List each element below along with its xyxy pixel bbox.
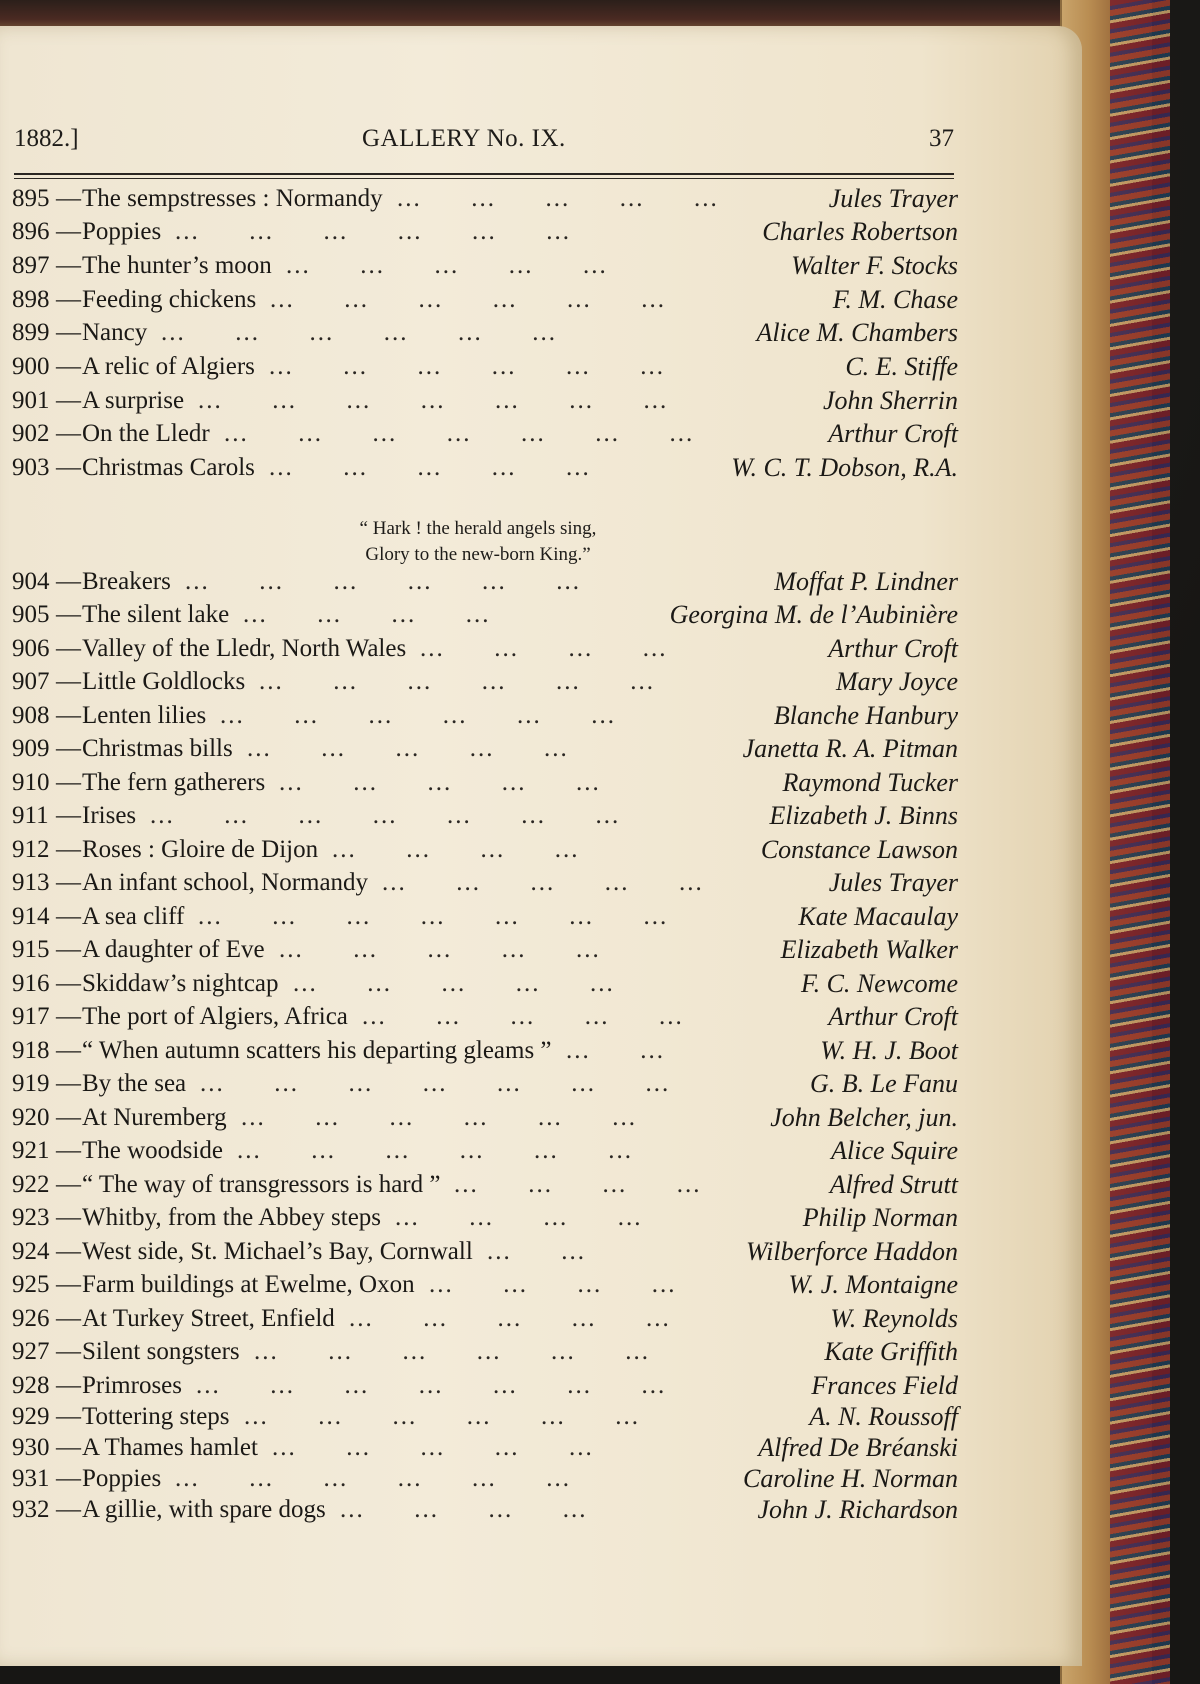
entry-dash: —	[56, 903, 81, 930]
entry-number: 929	[12, 1403, 50, 1430]
catalogue-entry	[12, 968, 958, 1000]
entry-dash: —	[56, 1372, 81, 1399]
entry-dash: —	[56, 286, 81, 313]
catalogue-entry	[12, 767, 958, 799]
entry-number: 902	[12, 420, 50, 447]
entry-dash: —	[56, 1003, 81, 1030]
entry-title: Christmas bills	[82, 735, 233, 762]
entry-artist: Alfred Strutt	[829, 1170, 958, 1199]
catalogue-entry	[12, 1432, 958, 1464]
entry-dash: —	[56, 218, 81, 245]
entry-number: 898	[12, 286, 50, 313]
leader-dots: ... ... ... ... ...	[279, 936, 601, 963]
entry-title: Primroses	[82, 1372, 182, 1399]
entry-number: 930	[12, 1434, 50, 1461]
catalogue-entry	[12, 418, 958, 450]
entry-dash: —	[56, 1238, 81, 1265]
entry-number: 901	[12, 387, 50, 414]
entry-dash: —	[56, 735, 81, 762]
entry-dash: —	[56, 1104, 81, 1131]
entry-dash: —	[56, 353, 81, 380]
catalogue-entry	[12, 1269, 958, 1301]
entry-title: Whitby, from the Abbey steps	[82, 1204, 382, 1231]
entry-title: Poppies	[82, 1465, 162, 1492]
entry-artist: F. C. Newcome	[801, 969, 958, 998]
leader-dots: ... ... ... ... ...	[272, 1434, 594, 1461]
catalogue-entry	[12, 385, 958, 417]
catalogue-entry	[12, 1370, 958, 1402]
entry-artist: Arthur Croft	[828, 419, 958, 448]
entry-number: 932	[12, 1496, 50, 1523]
entry-title: The hunter’s moon	[82, 252, 272, 279]
entry-title: A relic of Algiers	[82, 353, 255, 380]
entry-dash: —	[56, 1305, 81, 1332]
leader-dots: ... ... ... ... ...	[349, 1305, 671, 1332]
leader-dots: ... ... ... ...	[340, 1496, 588, 1523]
catalogue-entry	[12, 1035, 958, 1067]
catalogue-entry	[12, 183, 958, 215]
entry-artist: C. E. Stiffe	[845, 352, 958, 381]
catalogue-entry	[12, 934, 958, 966]
entry-artist: G. B. Le Fanu	[809, 1069, 958, 1098]
entry-number: 917	[12, 1003, 50, 1030]
catalogue-entry	[12, 1169, 958, 1201]
entry-dash: —	[56, 668, 81, 695]
leader-dots: ... ... ... ... ... ...	[244, 1403, 640, 1430]
entry-artist: F. M. Chase	[832, 285, 958, 314]
entry-title: By the sea	[82, 1070, 187, 1097]
leader-dots: ... ... ... ... ...	[293, 970, 615, 997]
leader-dots: ... ... ... ... ...	[269, 454, 591, 481]
catalogue-entry	[12, 1135, 958, 1167]
entry-number: 906	[12, 635, 50, 662]
catalogue-entry	[12, 1494, 958, 1526]
entry-artist: Jules Trayer	[828, 184, 958, 213]
entry-artist: Georgina M. de l’Aubinière	[669, 600, 958, 629]
entry-artist: Constance Lawson	[760, 835, 958, 864]
entry-artist: Walter F. Stocks	[791, 251, 958, 280]
entry-title: The woodside	[82, 1137, 223, 1164]
entry-dash: —	[56, 601, 81, 628]
entry-title: A Thames hamlet	[82, 1434, 258, 1461]
entry-artist: Arthur Croft	[828, 1002, 958, 1031]
catalogue-entry	[12, 1336, 958, 1368]
entry-artist: Elizabeth J. Binns	[769, 801, 958, 830]
entry-title: Irises	[82, 802, 137, 829]
entry-number: 905	[12, 601, 50, 628]
leader-dots: ... ... ... ... ...	[247, 735, 569, 762]
entry-dash: —	[56, 1271, 81, 1298]
entry-dash: —	[56, 319, 81, 346]
entry-dash: —	[56, 836, 81, 863]
entry-title: Skiddaw’s nightcap	[82, 970, 279, 997]
entry-title: A daughter of Eve	[82, 936, 265, 963]
leader-dots: ... ... ... ... ... ... ...	[198, 387, 669, 414]
entry-dash: —	[56, 1037, 81, 1064]
entry-number: 918	[12, 1037, 50, 1064]
entry-number: 924	[12, 1238, 50, 1265]
entry-dash: —	[56, 568, 81, 595]
leader-dots: ... ... ... ... ...	[362, 1003, 684, 1030]
entry-title: At Nuremberg	[82, 1104, 227, 1131]
entry-title: Nancy	[82, 319, 148, 346]
leader-dots: ... ... ... ...	[395, 1204, 643, 1231]
entry-title: Farm buildings at Ewelme, Oxon	[82, 1271, 415, 1298]
entry-artist: Raymond Tucker	[782, 768, 958, 797]
entry-artist: Wilberforce Haddon	[745, 1237, 958, 1266]
leader-dots: ... ... ... ... ... ...	[270, 286, 666, 313]
entry-number: 921	[12, 1137, 50, 1164]
entry-number: 908	[12, 702, 50, 729]
entry-number: 904	[12, 568, 50, 595]
entry-number: 896	[12, 218, 50, 245]
entry-number: 920	[12, 1104, 50, 1131]
catalogue-entry	[12, 633, 958, 665]
catalogue-entry	[12, 216, 958, 248]
entry-dash: —	[56, 252, 81, 279]
catalogue-entry	[12, 317, 958, 349]
catalogue-entry	[12, 1463, 958, 1495]
entry-title: The sempstresses : Normandy	[82, 185, 383, 212]
entry-number: 910	[12, 769, 50, 796]
entry-title: Valley of the Lledr, North Wales	[82, 635, 407, 662]
entry-number: 911	[12, 802, 49, 829]
entry-dash: —	[56, 1204, 81, 1231]
leader-dots: ... ... ... ... ... ... ...	[196, 1372, 667, 1399]
leader-dots: ... ... ... ... ... ...	[175, 1465, 571, 1492]
entry-number: 919	[12, 1070, 50, 1097]
entry-artist: Blanche Hanbury	[773, 701, 958, 730]
leader-dots: ... ... ... ... ...	[397, 185, 719, 212]
entry-title: Lenten lilies	[82, 702, 207, 729]
entry-artist: Moffat P. Lindner	[774, 567, 958, 596]
entry-title: An infant school, Normandy	[82, 869, 369, 896]
header-year: 1882.]	[14, 125, 79, 152]
catalogue-entry	[12, 867, 958, 899]
leader-dots: ... ... ... ... ... ... ...	[150, 802, 621, 829]
catalogue-entry	[12, 666, 958, 698]
entry-number: 909	[12, 735, 50, 762]
entry-dash: —	[56, 769, 81, 796]
entry-title: “ The way of transgressors is hard ”	[82, 1171, 441, 1198]
entry-artist: Charles Robertson	[762, 217, 958, 246]
leader-dots: ... ... ... ... ... ...	[254, 1338, 650, 1365]
catalogue-entry	[12, 284, 958, 316]
entry-dash: —	[56, 802, 81, 829]
entry-dash: —	[56, 420, 81, 447]
leader-dots: ... ... ... ...	[420, 635, 668, 662]
entry-dash: —	[56, 1070, 81, 1097]
quote-line-1: “ Hark ! the herald angels sing,	[359, 518, 597, 539]
entry-title: Christmas Carols	[82, 454, 255, 481]
catalogue-entry	[12, 733, 958, 765]
entry-artist: John Sherrin	[822, 386, 958, 415]
entry-number: 926	[12, 1305, 50, 1332]
entry-number: 899	[12, 319, 50, 346]
entry-title: At Turkey Street, Enfield	[82, 1305, 335, 1332]
marbled-edge	[1110, 0, 1170, 1684]
page-number: 37	[929, 125, 954, 152]
leader-dots: ... ... ... ... ... ...	[241, 1104, 637, 1131]
entry-number: 931	[12, 1465, 50, 1492]
entry-dash: —	[56, 387, 81, 414]
entry-dash: —	[56, 869, 81, 896]
header-title: GALLERY No. IX.	[362, 125, 566, 152]
entry-artist: John J. Richardson	[757, 1495, 958, 1524]
entry-artist: W. C. T. Dobson, R.A.	[731, 453, 958, 482]
entry-artist: Jules Trayer	[828, 868, 958, 897]
catalogue-entry	[12, 1236, 958, 1268]
leader-dots: ... ... ... ... ... ...	[259, 668, 655, 695]
entry-number: 903	[12, 454, 50, 481]
leader-dots: ... ... ... ...	[429, 1271, 677, 1298]
entry-title: Breakers	[82, 568, 171, 595]
catalogue-entry	[12, 1202, 958, 1234]
verse-quotation	[318, 516, 638, 568]
entry-artist: Alfred De Bréanski	[758, 1433, 958, 1462]
leader-dots: ... ... ... ... ...	[382, 869, 704, 896]
entry-dash: —	[56, 1403, 81, 1430]
entry-artist: Kate Griffith	[824, 1337, 958, 1366]
entry-number: 915	[12, 936, 50, 963]
entry-dash: —	[56, 1465, 81, 1492]
entry-dash: —	[56, 1171, 81, 1198]
quote-line-2: Glory to the new-born King.”	[365, 544, 591, 565]
entry-title: The fern gatherers	[82, 769, 266, 796]
catalogue-entry	[12, 1401, 958, 1433]
leader-dots: ... ...	[566, 1037, 665, 1064]
entry-artist: Arthur Croft	[828, 634, 958, 663]
entry-title: On the Lledr	[82, 420, 210, 447]
leader-dots: ... ... ... ... ... ... ...	[224, 420, 695, 447]
entry-number: 927	[12, 1338, 50, 1365]
entry-dash: —	[56, 1137, 81, 1164]
catalogue-entry	[12, 800, 958, 832]
entry-dash: —	[56, 185, 81, 212]
entry-number: 916	[12, 970, 50, 997]
entry-title: A surprise	[82, 387, 185, 414]
leader-dots: ... ... ... ... ... ...	[220, 702, 616, 729]
entry-dash: —	[56, 635, 81, 662]
catalogue-entry	[12, 901, 958, 933]
entry-artist: W. H. J. Boot	[820, 1036, 958, 1065]
leader-dots: ... ... ... ...	[243, 601, 491, 628]
leader-dots: ... ... ... ... ... ...	[237, 1137, 633, 1164]
entry-artist: W. J. Montaigne	[788, 1270, 958, 1299]
entry-dash: —	[56, 1496, 81, 1523]
entry-number: 900	[12, 353, 50, 380]
entry-artist: A. N. Roussoff	[809, 1402, 958, 1431]
entry-title: Feeding chickens	[82, 286, 257, 313]
catalogue-entry	[12, 566, 958, 598]
entry-number: 922	[12, 1171, 50, 1198]
entry-artist: Philip Norman	[802, 1203, 958, 1232]
entry-number: 928	[12, 1372, 50, 1399]
entry-dash: —	[56, 454, 81, 481]
entry-artist: Alice Squire	[831, 1136, 958, 1165]
entry-artist: Frances Field	[811, 1371, 958, 1400]
entry-dash: —	[56, 702, 81, 729]
entry-number: 897	[12, 252, 50, 279]
entry-title: A sea cliff	[82, 903, 185, 930]
leader-dots: ... ... ... ... ... ...	[161, 319, 557, 346]
leader-dots: ... ... ... ...	[332, 836, 580, 863]
catalogue-entry	[12, 250, 958, 282]
entry-title: Silent songsters	[82, 1338, 240, 1365]
entry-title: Poppies	[82, 218, 162, 245]
catalogue-entry	[12, 834, 958, 866]
entry-number: 925	[12, 1271, 50, 1298]
entry-title: Tottering steps	[82, 1403, 230, 1430]
entry-title: The silent lake	[82, 601, 230, 628]
leader-dots: ... ... ... ... ... ...	[175, 218, 571, 245]
entry-number: 912	[12, 836, 50, 863]
entry-artist: Kate Macaulay	[798, 902, 958, 931]
catalogue-entry	[12, 1102, 958, 1134]
catalogue-entry	[12, 700, 958, 732]
leader-dots: ... ... ... ... ... ...	[269, 353, 665, 380]
entry-title: Little Goldlocks	[82, 668, 246, 695]
catalogue-entry	[12, 599, 958, 631]
leader-dots: ... ... ... ... ... ...	[185, 568, 581, 595]
leader-dots: ... ... ... ... ... ... ...	[200, 1070, 671, 1097]
leader-dots: ... ... ... ... ... ... ...	[198, 903, 669, 930]
entry-artist: Caroline H. Norman	[743, 1464, 958, 1493]
entry-artist: W. Reynolds	[830, 1304, 958, 1333]
leader-dots: ... ... ... ... ...	[279, 769, 601, 796]
entry-dash: —	[56, 936, 81, 963]
catalogue-entry	[12, 1303, 958, 1335]
entry-number: 895	[12, 185, 50, 212]
entry-artist: Elizabeth Walker	[780, 935, 958, 964]
entry-artist: Janetta R. A. Pitman	[742, 734, 958, 763]
entry-artist: John Belcher, jun.	[770, 1103, 958, 1132]
catalogue-entry	[12, 351, 958, 383]
entry-dash: —	[56, 1338, 81, 1365]
catalogue-entry	[12, 1001, 958, 1033]
entry-title: Roses : Gloire de Dijon	[82, 836, 319, 863]
leader-dots: ... ...	[487, 1238, 586, 1265]
entry-number: 913	[12, 869, 50, 896]
entry-number: 923	[12, 1204, 50, 1231]
entry-title: West side, St. Michael’s Bay, Cornwall	[82, 1238, 473, 1265]
leader-dots: ... ... ... ...	[454, 1171, 702, 1198]
catalogue-entry	[12, 1068, 958, 1100]
entry-dash: —	[56, 1434, 81, 1461]
entry-title: A gillie, with spare dogs	[82, 1496, 326, 1523]
entry-dash: —	[56, 970, 81, 997]
entry-number: 907	[12, 668, 50, 695]
catalogue-entry	[12, 452, 958, 484]
entry-title: “ When autumn scatters his departing gleams ”	[82, 1037, 552, 1064]
entry-artist: Alice M. Chambers	[756, 318, 958, 347]
entry-title: The port of Algiers, Africa	[82, 1003, 348, 1030]
entry-artist: Mary Joyce	[836, 667, 958, 696]
entry-number: 914	[12, 903, 50, 930]
leader-dots: ... ... ... ... ...	[286, 252, 608, 279]
